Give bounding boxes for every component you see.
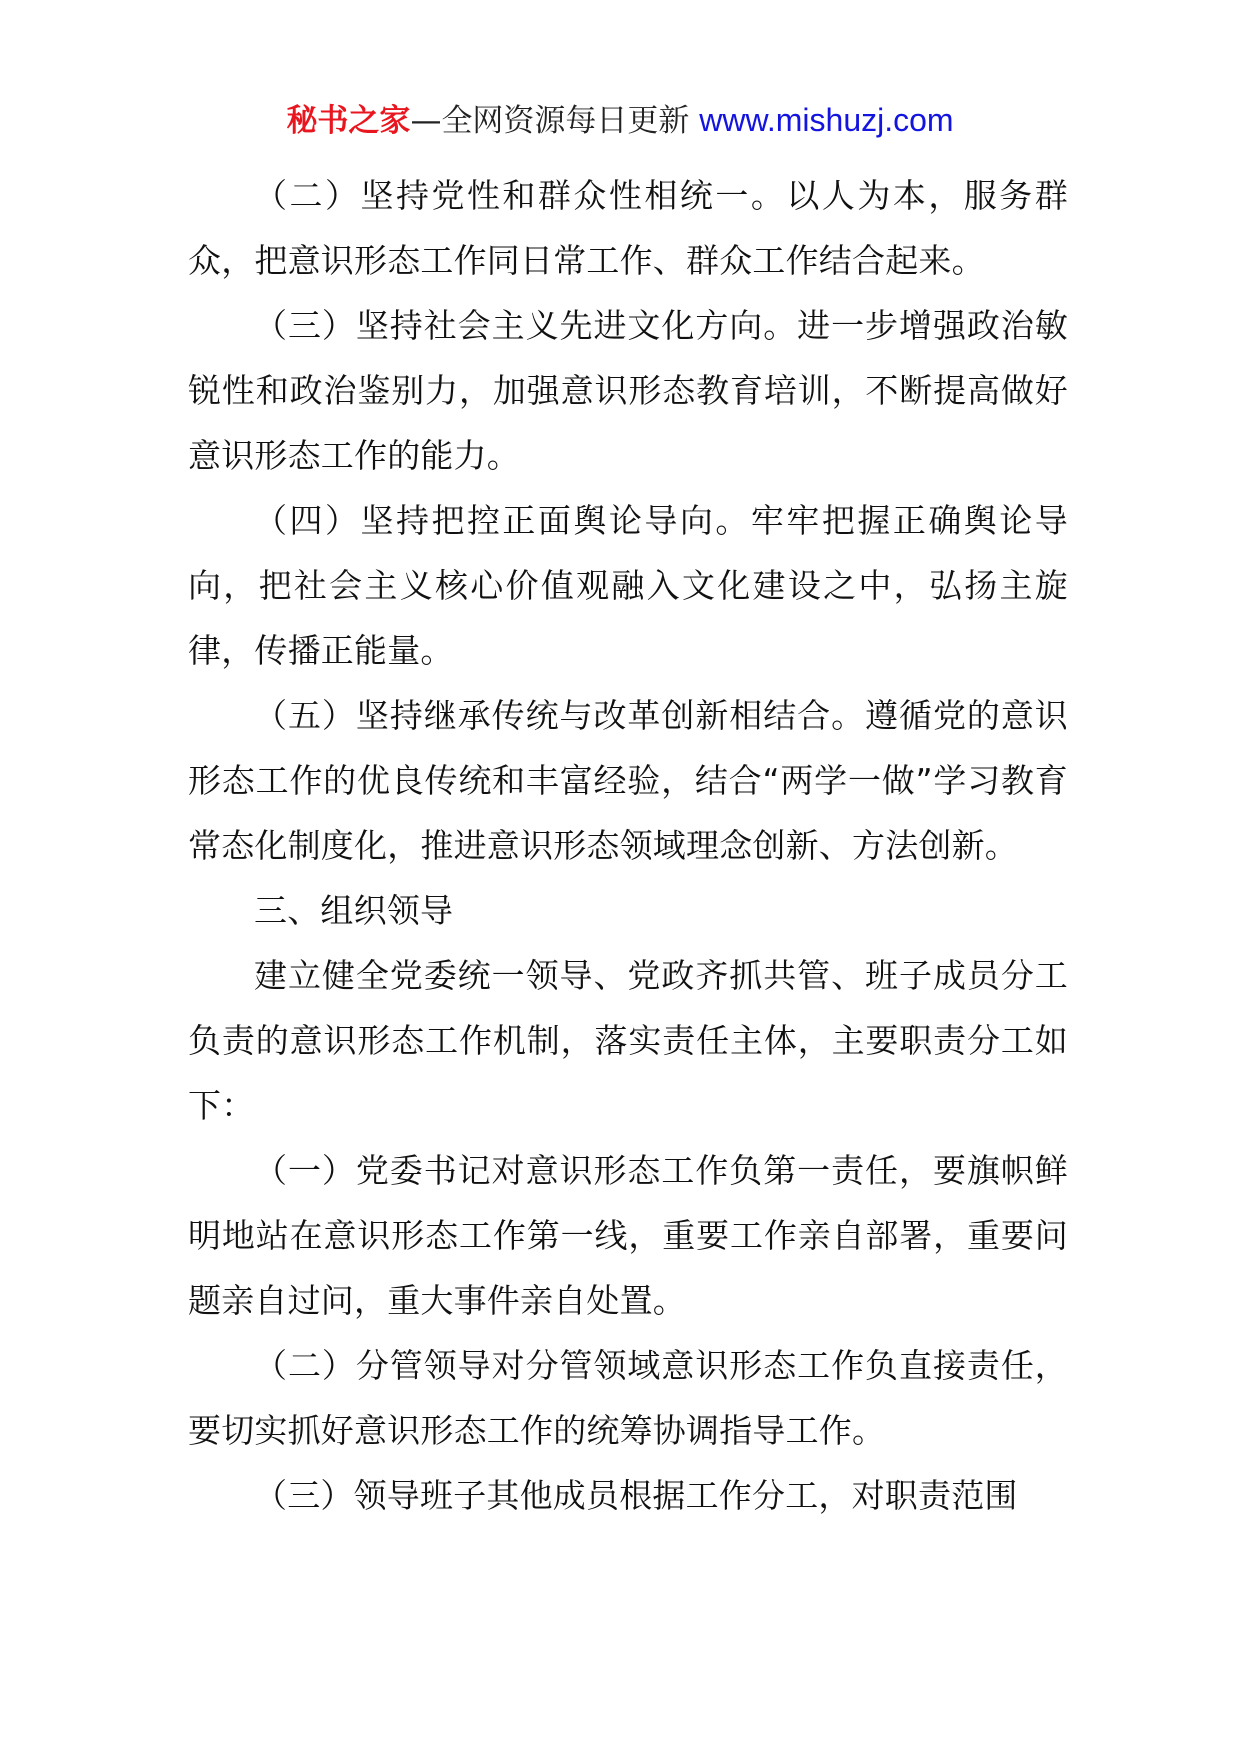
- paragraph: （四）坚持把控正面舆论导向。牢牢把握正确舆论导向，把社会主义核心价值观融入文化建设之中，弘扬主旋律，传播正能量。: [188, 501, 1068, 670]
- paragraph: 建立健全党委统一领导、党政齐抓共管、班子成员分工负责的意识形态工作机制，落实责任主体，主要职责分工如下：: [188, 956, 1068, 1125]
- website-link[interactable]: www.mishuzj.com: [699, 102, 954, 138]
- paragraph: （一）党委书记对意识形态工作负第一责任，要旗帜鲜明地站在意识形态工作第一线，重要工作亲自部署，重要问题亲自过问，重大事件亲自处置。: [188, 1151, 1068, 1320]
- header-tagline: —全网资源每日更新: [410, 103, 700, 139]
- document-body: [188, 163, 1068, 1528]
- page-header: [0, 98, 1240, 143]
- paragraph: （三）领导班子其他成员根据工作分工，对职责范围: [254, 1476, 1018, 1515]
- paragraph: （五）坚持继承传统与改革创新相结合。遵循党的意识形态工作的优良传统和丰富经验，结合“两学一做”学习教育常态化制度化，推进意识形态领域理念创新、方法创新。: [188, 696, 1068, 865]
- paragraph: （二）分管领导对分管领域意识形态工作负直接责任，要切实抓好意识形态工作的统筹协调指导工作。: [188, 1346, 1068, 1450]
- paragraph: （三）坚持社会主义先进文化方向。进一步增强政治敏锐性和政治鉴别力，加强意识形态教育培训，不断提高做好意识形态工作的能力。: [188, 306, 1068, 475]
- brand-name: 秘书之家: [286, 103, 411, 139]
- paragraph: （二）坚持党性和群众性相统一。以人为本，服务群众，把意识形态工作同日常工作、群众工作结合起来。: [188, 176, 1068, 280]
- section-heading: 三、组织领导: [254, 891, 454, 930]
